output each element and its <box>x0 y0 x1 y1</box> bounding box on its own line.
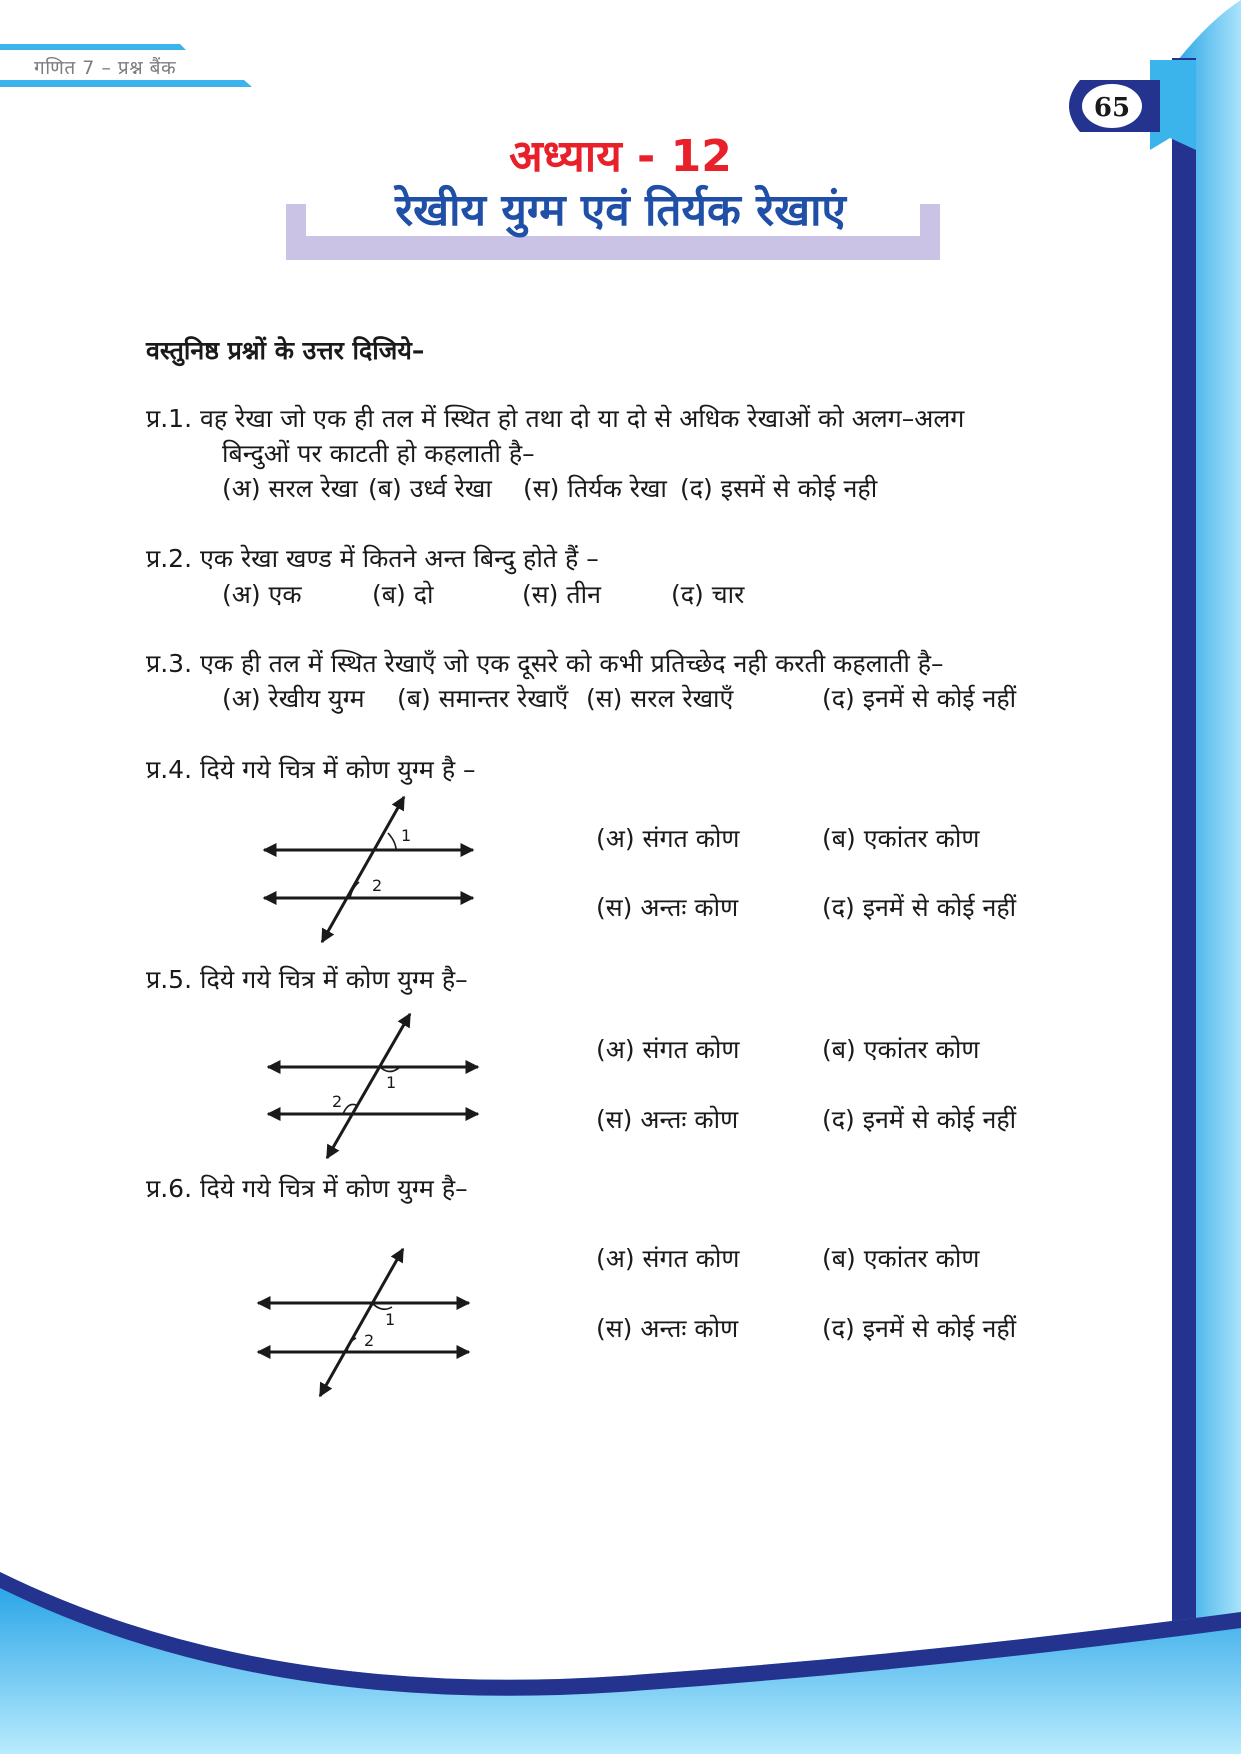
option-c: (स) अन्तः कोण <box>596 893 739 922</box>
angle-arc-1 <box>388 833 396 850</box>
option-a: (अ) संगत कोण <box>596 824 740 853</box>
option-a: (अ) एक <box>222 580 302 609</box>
chapter-title: रेखीय युग्म एवं तिर्यक रेखाएं <box>395 185 846 236</box>
question-number: प्र.4. <box>146 755 193 784</box>
question-text: दिये गये चित्र में कोण युग्म है – <box>199 755 476 784</box>
angle-label-1: 1 <box>401 826 412 845</box>
transversal-line <box>322 797 404 942</box>
question-number: प्र.5. <box>146 965 193 994</box>
question-number: प्र.2. <box>146 544 193 573</box>
instruction-heading: वस्तुनिष्ठ प्रश्नों के उत्तर दिजिये– <box>146 336 425 365</box>
angle-label-2: 2 <box>332 1092 343 1111</box>
option-d: (द) इनमें से कोई नहीं <box>822 1314 1017 1343</box>
running-head: गणित 7 – प्रश्न बैंक <box>34 57 177 79</box>
option-b: (ब) एकांतर कोण <box>822 824 980 853</box>
option-a: (अ) संगत कोण <box>596 1035 740 1064</box>
angle-label-2: 2 <box>364 1331 375 1350</box>
option-b: (ब) एकांतर कोण <box>822 1035 980 1064</box>
question-text: एक ही तल में स्थित रेखाएँ जो एक दूसरे को कभी प्रतिच्छेद नही करती कहलाती है– <box>199 649 944 678</box>
option-d: (द) चार <box>671 580 745 609</box>
option-b: (ब) उर्ध्व रेखा <box>368 474 492 503</box>
option-d: (द) इनमें से कोई नहीं <box>822 893 1017 922</box>
angle-label-1: 1 <box>385 1310 396 1329</box>
transversal-line <box>327 1014 410 1158</box>
question-number: प्र.6. <box>146 1174 193 1203</box>
question-1-continuation: बिन्दुओं पर काटती हो कहलाती है– <box>222 439 535 468</box>
question-number: प्र.3. <box>146 649 193 678</box>
angle-label-1: 1 <box>386 1073 397 1092</box>
question-number: प्र.1. <box>146 404 193 433</box>
question-text: एक रेखा खण्ड में कितने अन्त बिन्दु होते हैं – <box>199 544 599 573</box>
option-a: (अ) रेखीय युग्म <box>222 684 365 713</box>
option-b: (ब) एकांतर कोण <box>822 1244 980 1273</box>
option-c: (स) तीन <box>522 580 601 609</box>
question-text: दिये गये चित्र में कोण युग्म है– <box>199 965 468 994</box>
question-text: दिये गये चित्र में कोण युग्म है– <box>199 1174 468 1203</box>
option-a: (अ) संगत कोण <box>596 1244 740 1273</box>
option-c: (स) अन्तः कोण <box>596 1314 739 1343</box>
option-d: (द) इनमें से कोई नहीं <box>822 1105 1017 1134</box>
question-text: वह रेखा जो एक ही तल में स्थित हो तथा दो या दो से अधिक रेखाओं को अलग–अलग <box>199 404 965 433</box>
figure-q4 <box>264 797 473 942</box>
option-b: (ब) समान्तर रेखाएँ <box>397 684 569 713</box>
option-b: (ब) दो <box>372 580 434 609</box>
option-a: (अ) सरल रेखा <box>222 474 358 503</box>
option-c: (स) तिर्यक रेखा <box>523 474 667 503</box>
chapter-heading: अध्याय - 12 <box>509 131 732 182</box>
figure-q6 <box>258 1249 469 1396</box>
option-c: (स) अन्तः कोण <box>596 1105 739 1134</box>
option-d: (द) इनमें से कोई नहीं <box>822 684 1017 713</box>
page-number: 65 <box>1093 93 1131 123</box>
angle-label-2: 2 <box>372 876 383 895</box>
figure-q5 <box>268 1014 478 1158</box>
option-c: (स) सरल रेखाएँ <box>586 684 734 713</box>
option-d: (द) इसमें से कोई नही <box>680 474 878 503</box>
